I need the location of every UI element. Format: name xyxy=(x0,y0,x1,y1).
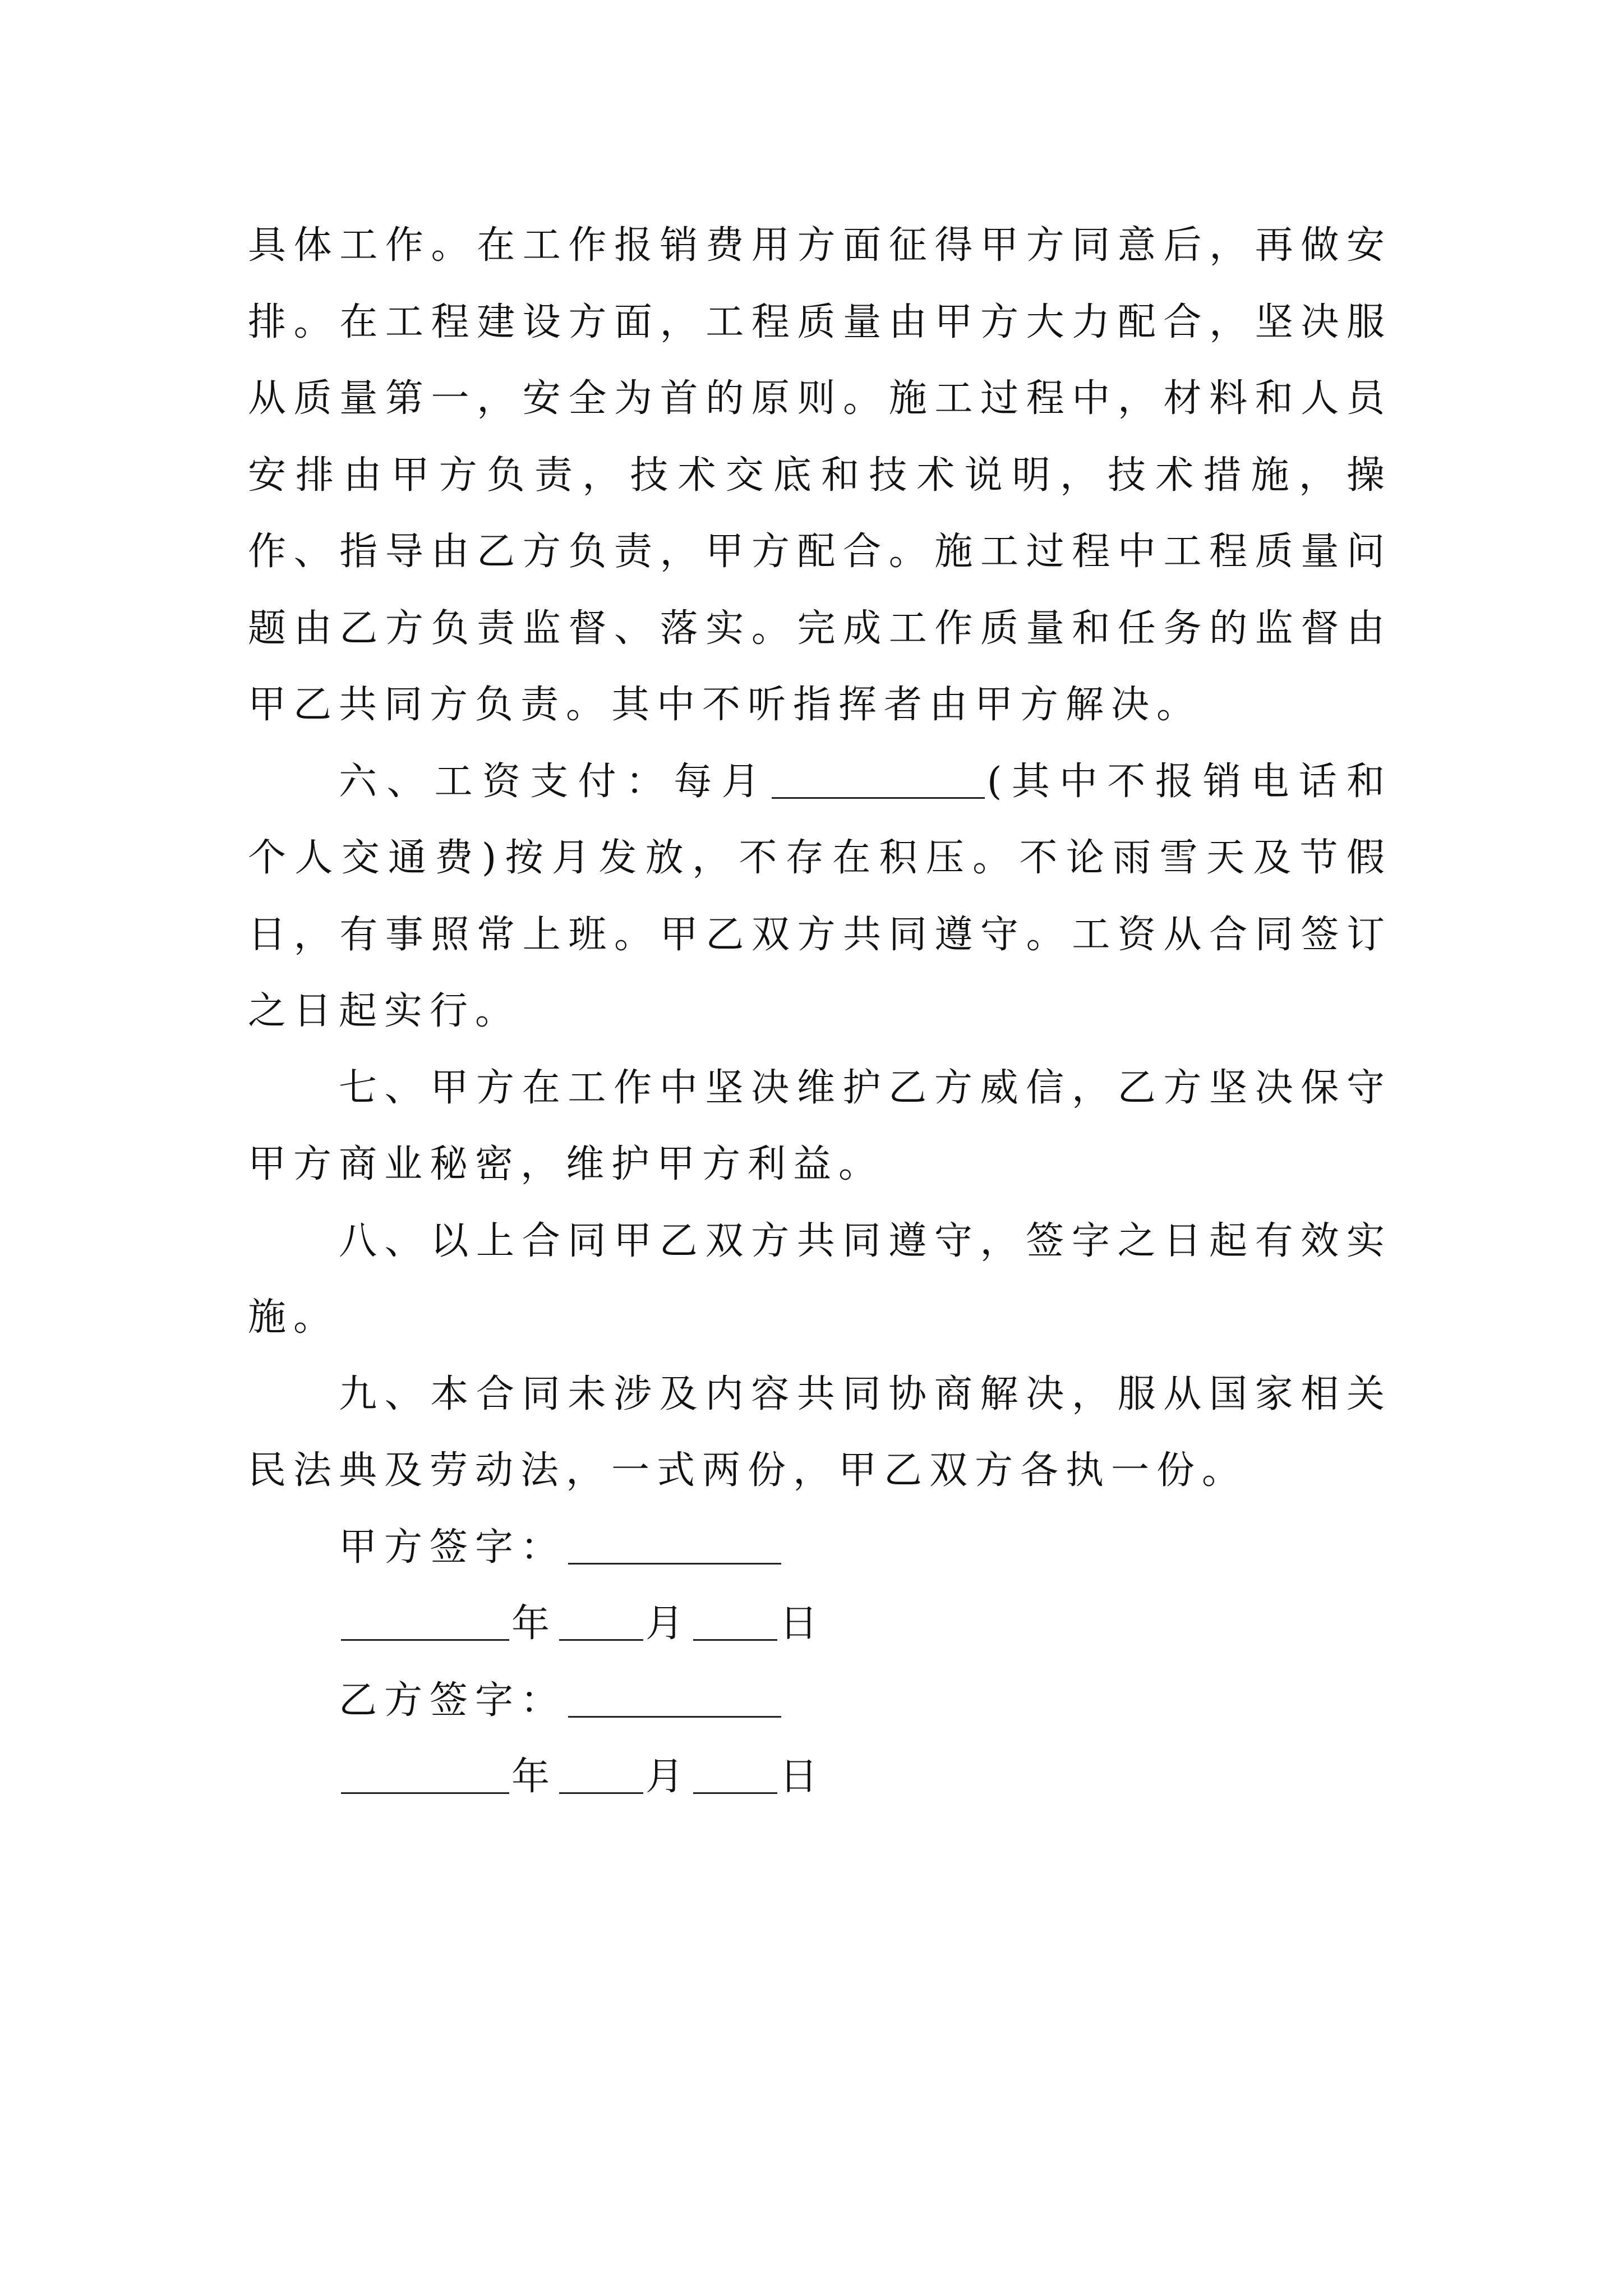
party-b-month-label: 月 xyxy=(645,1755,691,1799)
party-b-signature-line xyxy=(248,1663,1392,1740)
party-b-day-blank[interactable] xyxy=(693,1759,777,1794)
party-b-year-label: 年 xyxy=(511,1755,557,1799)
party-b-day-label: 日 xyxy=(780,1755,826,1799)
party-a-signature-label: 甲方签字： xyxy=(339,1525,566,1570)
party-b-month-blank[interactable] xyxy=(559,1759,643,1794)
monthly-wage-blank[interactable] xyxy=(772,763,985,799)
party-a-day-label: 日 xyxy=(780,1602,826,1646)
paragraph-clause-nine: 九、本合同未涉及内容共同协商解决，服从国家相关民法典及劳动法，一式两份，甲乙双方各执一份。 xyxy=(248,1372,1392,1493)
paragraph-work-arrangement: 具体工作。在工作报销费用方面征得甲方同意后，再做安排。在工程建设方面，工程质量由甲方大力配合，坚决服从质量第一，安全为首的原则。施工过程中，材料和人员安排由甲方负责，技术交底和技术说明，技术措施，操作、指导由乙方负责，甲方配合。施工过程中工程质量问题由乙方负责监督、落实。完成工作质量和任务的监督由甲乙共同方负责。其中不听指挥者由甲方解决。 xyxy=(248,223,1392,727)
party-b-signature-label: 乙方签字： xyxy=(339,1678,566,1723)
party-b-date-line xyxy=(248,1739,1392,1816)
party-a-signature-line xyxy=(248,1510,1392,1586)
party-a-signature-blank[interactable] xyxy=(568,1529,781,1565)
wage-payment-text-before: 六、工资支付：每月 xyxy=(339,759,769,804)
party-a-year-label: 年 xyxy=(511,1602,557,1646)
party-b-year-blank[interactable] xyxy=(341,1759,509,1794)
party-a-date-line xyxy=(248,1586,1392,1663)
party-a-month-blank[interactable] xyxy=(559,1605,643,1641)
party-a-year-blank[interactable] xyxy=(341,1605,509,1641)
document-page xyxy=(248,208,1392,1816)
party-b-signature-blank[interactable] xyxy=(568,1682,781,1718)
party-a-month-label: 月 xyxy=(645,1602,691,1646)
paragraph-wage-payment xyxy=(248,744,1392,1050)
paragraph-clause-seven: 七、甲方在工作中坚决维护乙方威信，乙方坚决保守甲方商业秘密，维护甲方利益。 xyxy=(248,1065,1392,1186)
paragraph-clause-eight: 八、以上合同甲乙双方共同遵守，签字之日起有效实施。 xyxy=(248,1218,1392,1340)
party-a-day-blank[interactable] xyxy=(693,1605,777,1641)
wage-payment-text-after: (其中不报销电话和个人交通费)按月发放，不存在积压。不论雨雪天及节假日，有事照常上班。甲乙双方共同遵守。工资从合同签订之日起实行。 xyxy=(248,759,1392,1033)
